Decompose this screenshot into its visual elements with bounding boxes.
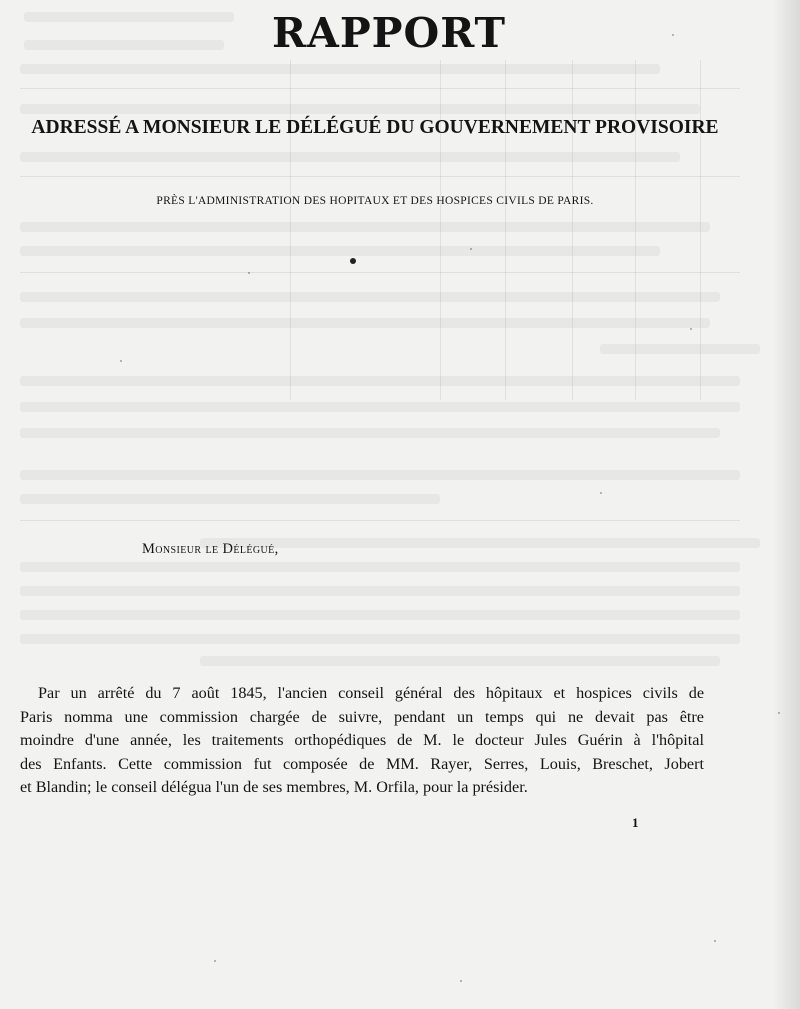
scan-speck — [672, 34, 674, 36]
paragraph-line: Paris nomma une commission chargée de suivre, pendant un temps qui ne devait pas être — [20, 707, 704, 726]
paragraph-line: Par un arrêté du 7 août 1845, l'ancien conseil général des hôpitaux et hospices civils de — [38, 684, 704, 702]
scan-speck — [714, 940, 716, 942]
report-subline: PRÈS L'ADMINISTRATION DES HOPITAUX ET DES HOSPICES CIVILS DE PARIS. — [156, 195, 594, 207]
scan-speck — [248, 272, 250, 274]
ornament-dot-icon — [348, 256, 358, 266]
scan-speck — [120, 360, 122, 362]
scan-speck — [214, 960, 216, 962]
paragraph-line: des Enfants. Cette commission fut composée de MM. Rayer, Serres, Louis, Breschet, Jobert — [20, 754, 704, 773]
salutation: Monsieur le Délégué, — [142, 541, 279, 557]
report-subtitle: ADRESSÉ A MONSIEUR LE DÉLÉGUÉ DU GOUVERNEMENT PROVISOIRE — [31, 117, 719, 138]
scan-speck — [470, 248, 472, 250]
paragraph-line: moindre d'une année, les traitements orthopédiques de M. le docteur Jules Guérin à l'hôpital — [20, 731, 704, 749]
report-title: RAPPORT — [271, 9, 507, 57]
scan-speck — [460, 980, 462, 982]
scan-speck — [600, 492, 602, 494]
scan-speck — [778, 712, 780, 714]
scan-speck — [690, 328, 692, 330]
body-paragraph — [20, 682, 704, 800]
page-number: 1 — [632, 815, 639, 830]
paragraph-line: et Blandin; le conseil délégua l'un de ses membres, M. Orfila, pour la présider. — [20, 778, 528, 796]
page-edge-shadow — [772, 0, 800, 1009]
